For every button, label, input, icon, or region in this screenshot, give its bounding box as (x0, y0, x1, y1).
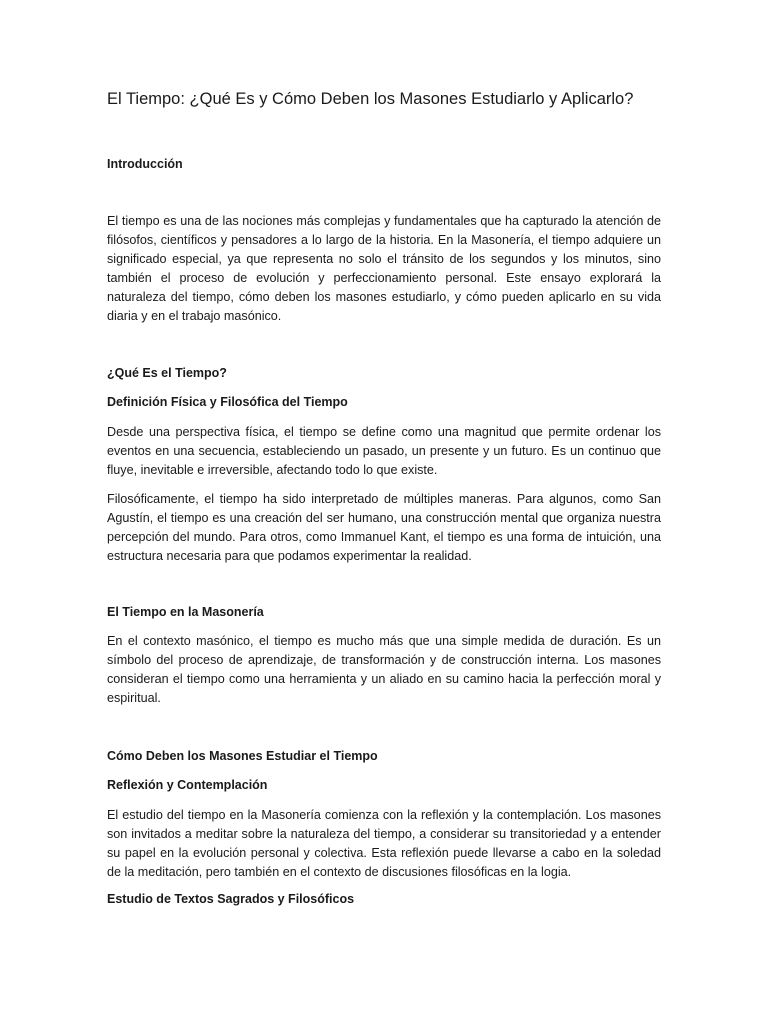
subheading-definicion: Definición Física y Filosófica del Tiempo (107, 395, 348, 409)
paragraph-masoneria: En el contexto masónico, el tiempo es mucho más que una simple medida de duración. Es un símbolo del proceso de aprendizaje, de transformación y de construcción interna. Los masones consideran el tiempo como una herramienta y un aliado en su camino hacia la perfección moral y espiritual. (107, 634, 661, 705)
paragraph-fisica: Desde una perspectiva física, el tiempo se define como una magnitud que permite ordenar los eventos en una secuencia, estableciendo un pasado, un presente y un futuro. Es un continuo que fluye, inevitable e irreversible, afectando todo lo que existe. (107, 425, 661, 477)
paragraph-filosofica: Filosóficamente, el tiempo ha sido interpretado de múltiples maneras. Para algunos, como San Agustín, el tiempo es una creación del ser humano, una construcción mental que organiza nuestra percepción del mundo. Para otros, como Immanuel Kant, el tiempo es una forma de intuición, una estructura necesaria para que podamos experimentar la realidad. (107, 492, 661, 563)
intro-heading: Introducción (107, 157, 183, 171)
section-heading-masoneria: El Tiempo en la Masonería (107, 605, 264, 619)
paragraph-reflexion: El estudio del tiempo en la Masonería comienza con la reflexión y la contemplación. Los masones son invitados a meditar sobre la naturaleza del tiempo, a considerar su transitoriedad y a entender su papel en la evolución personal y colectiva. Esta reflexión puede llevarse a cabo en la soledad de la meditación, pero también en el contexto de discusiones filosóficas en la logia. (107, 808, 661, 879)
section-heading-estudiar: Cómo Deben los Masones Estudiar el Tiempo (107, 749, 378, 763)
section-heading-que-es: ¿Qué Es el Tiempo? (107, 366, 227, 380)
subheading-textos: Estudio de Textos Sagrados y Filosóficos (107, 892, 355, 906)
document-title: El Tiempo: ¿Qué Es y Cómo Deben los Masones Estudiarlo y Aplicarlo? (107, 90, 634, 108)
subheading-reflexion: Reflexión y Contemplación (107, 778, 268, 792)
intro-paragraph: El tiempo es una de las nociones más complejas y fundamentales que ha capturado la atención de filósofos, científicos y pensadores a lo largo de la historia. En la Masonería, el tiempo adquiere un significado especial, ya que representa no solo el tránsito de los segundos y los minutos, sino también el proceso de evolución y perfeccionamiento personal. Este ensayo explorará la naturaleza del tiempo, cómo deben los masones estudiarlo, y cómo pueden aplicarlo en su vida diaria y en el trabajo masónico. (107, 214, 661, 323)
